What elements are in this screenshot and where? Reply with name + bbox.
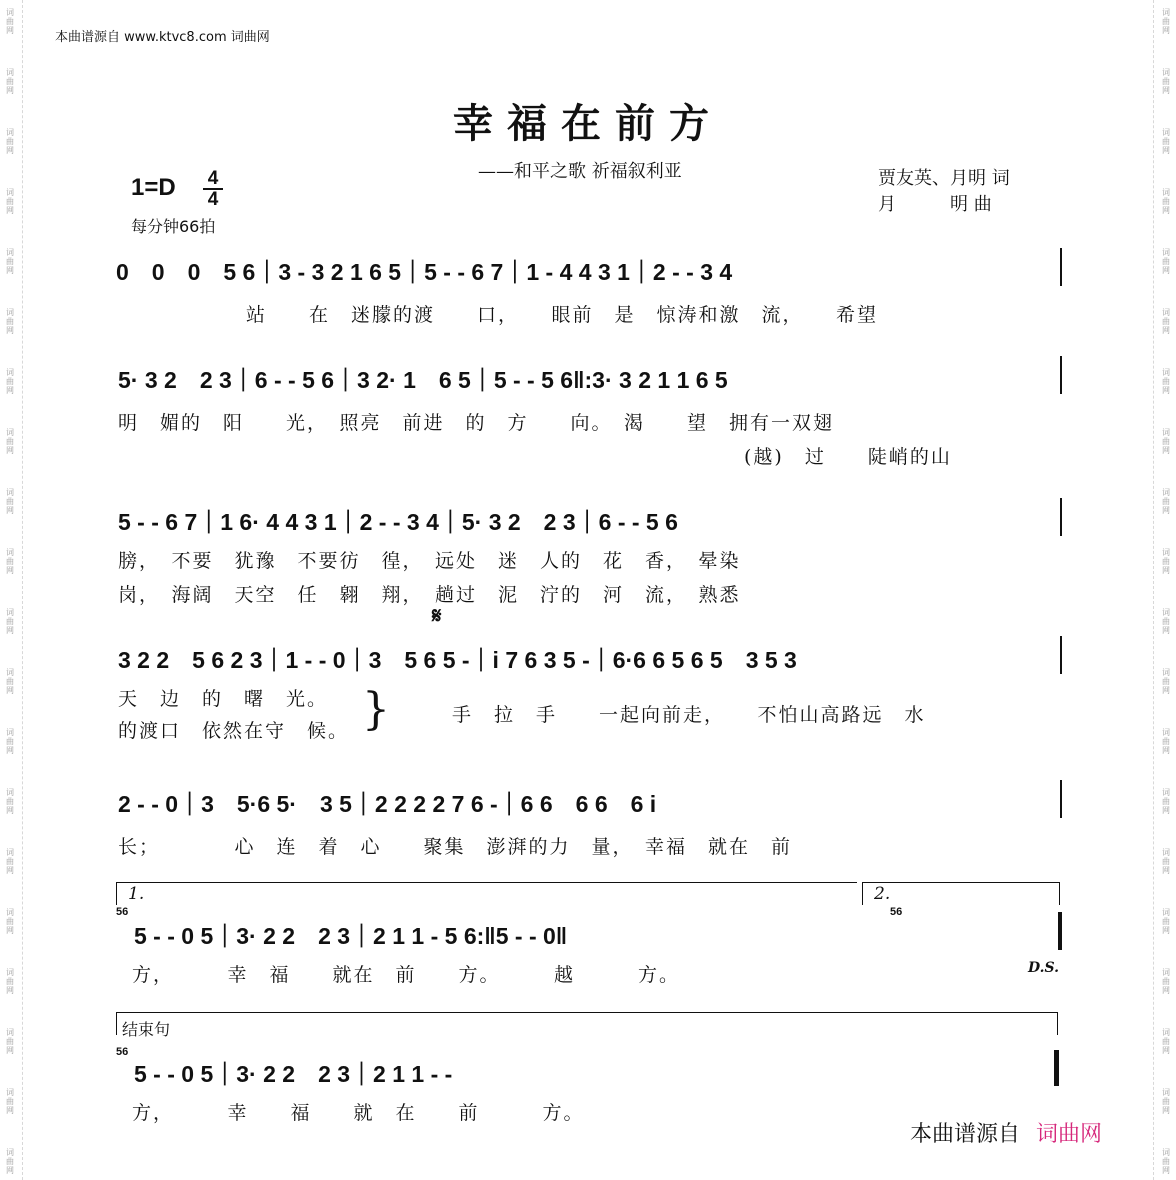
score-line-5-notes: 2 - - 0｜3 5·6 5· 3 5｜2 2 2 2 7 6 -｜6 6 6 6 6 i [118, 791, 657, 817]
watermark-glyph: 词 曲 网 [1162, 848, 1170, 875]
watermark-glyph: 词 曲 网 [1162, 548, 1170, 575]
score-line-5-lyrics: 长； 心 连 着 心 聚集 澎湃的力 量， 幸福 就在 前 [118, 836, 793, 858]
watermark-glyph: 词 曲 网 [1162, 308, 1170, 335]
song-subtitle: ——和平之歌 祈福叙利亚 [478, 161, 682, 182]
watermark-glyph: 词 曲 网 [1162, 188, 1170, 215]
volta-2-label: 2. [874, 884, 891, 904]
watermark-glyph: 词 曲 网 [6, 968, 14, 995]
lyricist-credit: 贾友英、月明 词 [878, 168, 1010, 189]
watermark-glyph: 词 曲 网 [1162, 668, 1170, 695]
watermark-glyph: 词 曲 网 [1162, 608, 1170, 635]
score-line-3-lyrics: 膀， 不要 犹豫 不要彷 徨， 远处 迷 人的 花 香， 晕染 [118, 550, 741, 572]
watermark-glyph: 词 曲 网 [6, 188, 14, 215]
watermark-glyph: 词 曲 网 [6, 368, 14, 395]
score-line-7-lyrics: 方， 幸 福 就 在 前 方。 [132, 1102, 585, 1124]
end-barline [1054, 1050, 1059, 1086]
watermark-glyph: 词 曲 网 [6, 548, 14, 575]
watermark-glyph: 词 曲 网 [6, 1028, 14, 1055]
song-title: 幸福在前方 [453, 100, 723, 147]
watermark-glyph: 词 曲 网 [6, 8, 14, 35]
score-line-1-lyrics: 站 在 迷朦的渡 口， 眼前 是 惊涛和激 流， 希望 [246, 304, 879, 326]
volta-bracket-1 [116, 882, 857, 905]
composer-credit: 月 明 曲 [878, 194, 992, 215]
score-line-2-lyrics-verse2: (越) 过 陡峭的山 [744, 446, 952, 468]
score-line-3-lyrics-verse2: 岗， 海阔 天空 任 翱 翔， 趟过 泥 泞的 河 流， 熟悉 [118, 584, 741, 606]
time-signature [203, 170, 223, 208]
score-line-3-notes: 5 - - 6 7｜1 6· 4 4 3 1｜2 - - 3 4｜5· 3 2 2 3｜6 - - 5 6 [118, 509, 678, 535]
score-line-6-notes: 5 - - 0 5｜3· 2 2 2 3｜2 1 1 - 5 6:‖5 - - 0‖ [134, 923, 568, 949]
watermark-glyph: 词 曲 网 [1162, 428, 1170, 455]
watermark-glyph: 词 曲 网 [1162, 368, 1170, 395]
watermark-glyph: 词 曲 网 [6, 128, 14, 155]
ending-bracket [116, 1012, 1058, 1035]
watermark-glyph: 词 曲 网 [1162, 728, 1170, 755]
tempo-marking: 每分钟66拍 [131, 217, 216, 236]
footer-source [910, 1117, 1102, 1148]
ending-section-label: 结束句 [122, 1020, 171, 1039]
verse-brace: } [362, 684, 390, 735]
footer-source-label: 本曲谱源自 [910, 1122, 1021, 1147]
watermark-glyph: 词 曲 网 [6, 308, 14, 335]
watermark-glyph: 词 曲 网 [6, 1148, 14, 1175]
left-watermark-strip [0, 0, 23, 1180]
score-line-4-lyrics: 天 边 的 曙 光。 [118, 688, 329, 710]
watermark-glyph: 词 曲 网 [1162, 68, 1170, 95]
barline [1060, 636, 1062, 674]
watermark-glyph: 词 曲 网 [1162, 128, 1170, 155]
watermark-glyph: 词 曲 网 [1162, 1028, 1170, 1055]
right-watermark-strip [1153, 0, 1176, 1180]
watermark-glyph: 词 曲 网 [6, 488, 14, 515]
footer-brand-link[interactable]: 词曲网 [1036, 1122, 1103, 1147]
grace-notes-2: 56 [890, 906, 903, 918]
score-line-4-lyrics-verse2: 的渡口 依然在守 候。 [118, 720, 350, 742]
time-signature-bottom: 4 [207, 189, 219, 210]
final-barline [1058, 912, 1062, 950]
watermark-glyph: 词 曲 网 [6, 68, 14, 95]
watermark-glyph: 词 曲 网 [6, 1088, 14, 1115]
barline [1060, 248, 1062, 286]
score-line-4-chorus: 手 拉 手 一起向前走， 不怕山高路远 水 [452, 704, 926, 726]
watermark-glyph: 词 曲 网 [1162, 1088, 1170, 1115]
watermark-glyph: 词 曲 网 [1162, 8, 1170, 35]
watermark-glyph: 词 曲 网 [6, 728, 14, 755]
watermark-glyph: 词 曲 网 [1162, 908, 1170, 935]
dal-segno-marking: D.S. [1028, 960, 1060, 976]
score-line-6-lyrics: 方， 幸 福 就在 前 方。 越 方。 [132, 964, 681, 986]
volta-1-label: 1. [128, 884, 145, 904]
watermark-glyph: 词 曲 网 [6, 908, 14, 935]
watermark-glyph: 词 曲 网 [6, 248, 14, 275]
watermark-glyph: 词 曲 网 [1162, 1148, 1170, 1175]
key-signature: 1=D [131, 174, 176, 201]
watermark-glyph: 词 曲 网 [6, 608, 14, 635]
barline [1060, 780, 1062, 818]
segno-sign: 𝄋 [432, 604, 442, 629]
score-line-1-notes: 0 0 0 5 6｜3 - 3 2 1 6 5｜5 - - 6 7｜1 - 4 4 3 1｜2 - - 3 4 [116, 259, 733, 285]
watermark-glyph: 词 曲 网 [6, 668, 14, 695]
grace-notes-3: 56 [116, 1046, 129, 1058]
score-line-2-notes: 5· 3 2 2 3｜6 - - 5 6｜3 2· 1 6 5｜5 - - 5 6‖:3· 3 2 1 1 6 5 [118, 367, 728, 393]
volta-bracket-2 [862, 882, 1060, 905]
score-line-7-notes: 5 - - 0 5｜3· 2 2 2 3｜2 1 1 - - [134, 1061, 453, 1087]
watermark-glyph: 词 曲 网 [1162, 488, 1170, 515]
watermark-glyph: 词 曲 网 [1162, 968, 1170, 995]
watermark-glyph: 词 曲 网 [6, 788, 14, 815]
watermark-glyph: 词 曲 网 [6, 428, 14, 455]
barline [1060, 498, 1062, 536]
watermark-glyph: 词 曲 网 [1162, 248, 1170, 275]
score-line-4-notes: 3 2 2 5 6 2 3｜1 - - 0｜3 5 6 5 -｜i 7 6 3 5 -｜6·6 6 5 6 5 3 5 3 [118, 647, 797, 673]
barline [1060, 356, 1062, 394]
watermark-glyph: 词 曲 网 [6, 848, 14, 875]
grace-notes: 56 [116, 906, 129, 918]
watermark-glyph: 词 曲 网 [1162, 788, 1170, 815]
source-header: 本曲谱源自 www.ktvc8.com 词曲网 [55, 30, 270, 45]
score-line-2-lyrics: 明 媚的 阳 光， 照亮 前进 的 方 向。 渴 望 拥有一双翅 [118, 412, 835, 434]
time-signature-top: 4 [207, 168, 219, 189]
